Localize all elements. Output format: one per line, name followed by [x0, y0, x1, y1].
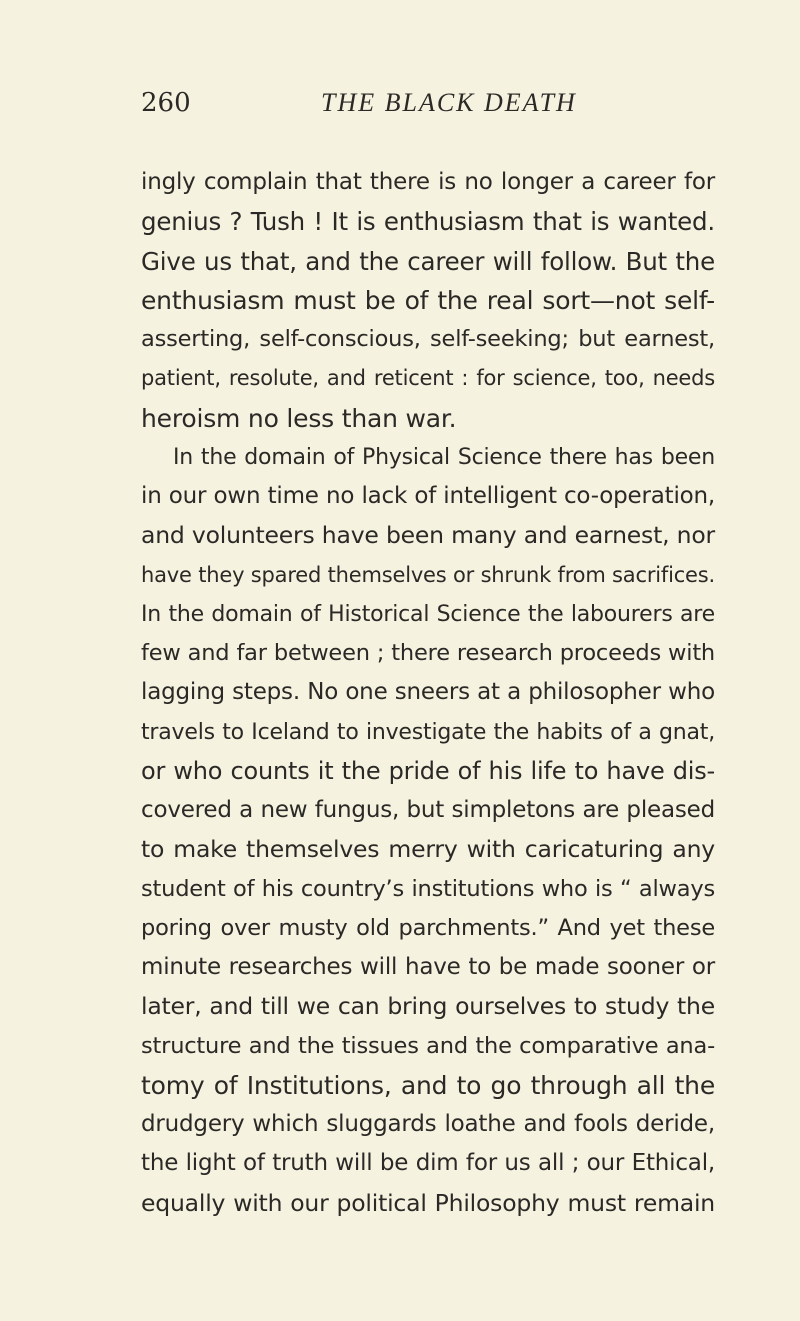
text-line: tomy of Institutions, and to go through all the — [141, 1070, 715, 1100]
text-line: In the domain of Physical Science there has been — [173, 444, 715, 470]
text-line: and volunteers have been many and earnest, nor — [141, 521, 715, 550]
text-line: travels to Iceland to investigate the habits of a gnat, — [141, 719, 715, 745]
text-line: have they spared themselves or shrunk from sacrifices. — [141, 562, 715, 587]
text-line: later, and till we can bring ourselves to study the — [141, 992, 715, 1021]
text-line: to make themselves merry with caricaturing any — [141, 835, 715, 864]
text-line: Give us that, and the career will follow. But the — [141, 246, 715, 276]
text-line: genius ? Tush ! It is enthusiasm that is wanted. — [141, 207, 715, 237]
text-line: asserting, self-conscious, self-seeking; but earnest, — [141, 326, 715, 352]
text-line: equally with our political Philosophy must remain — [141, 1188, 715, 1217]
text-line: In the domain of Historical Science the labourers are — [141, 601, 715, 627]
text-line: lagging steps. No one sneers at a philosopher who — [141, 679, 715, 706]
text-line: student of his country’s institutions who is “ always — [141, 875, 715, 902]
text-line: covered a new fungus, but simpletons are pleased — [141, 797, 715, 823]
body-text — [141, 163, 715, 1223]
text-line: the light of truth will be dim for us all ; our Ethical, — [141, 1150, 715, 1177]
text-line: few and far between ; there research proceeds with — [141, 640, 715, 666]
page-number: 260 — [141, 88, 191, 118]
text-line: patient, resolute, and reticent : for science, too, needs — [141, 366, 715, 391]
text-line: poring over musty old parchments.” And yet these — [141, 914, 715, 941]
text-line: structure and the tissues and the comparative ana- — [141, 1032, 715, 1059]
text-line: in our own time no lack of intelligent co-operation, — [141, 483, 715, 509]
page-header — [141, 88, 713, 128]
text-line: or who counts it the pride of his life to have dis- — [141, 756, 715, 785]
text-line: heroism no less than war. — [141, 403, 457, 433]
text-line: minute researches will have to be made sooner or — [141, 954, 715, 980]
text-line: drudgery which sluggards loathe and fools deride, — [141, 1111, 715, 1137]
running-title: THE BLACK DEATH — [321, 88, 577, 117]
text-line: enthusiasm must be of the real sort—not self- — [141, 285, 715, 315]
text-line: ingly complain that there is no longer a career for — [141, 169, 715, 195]
